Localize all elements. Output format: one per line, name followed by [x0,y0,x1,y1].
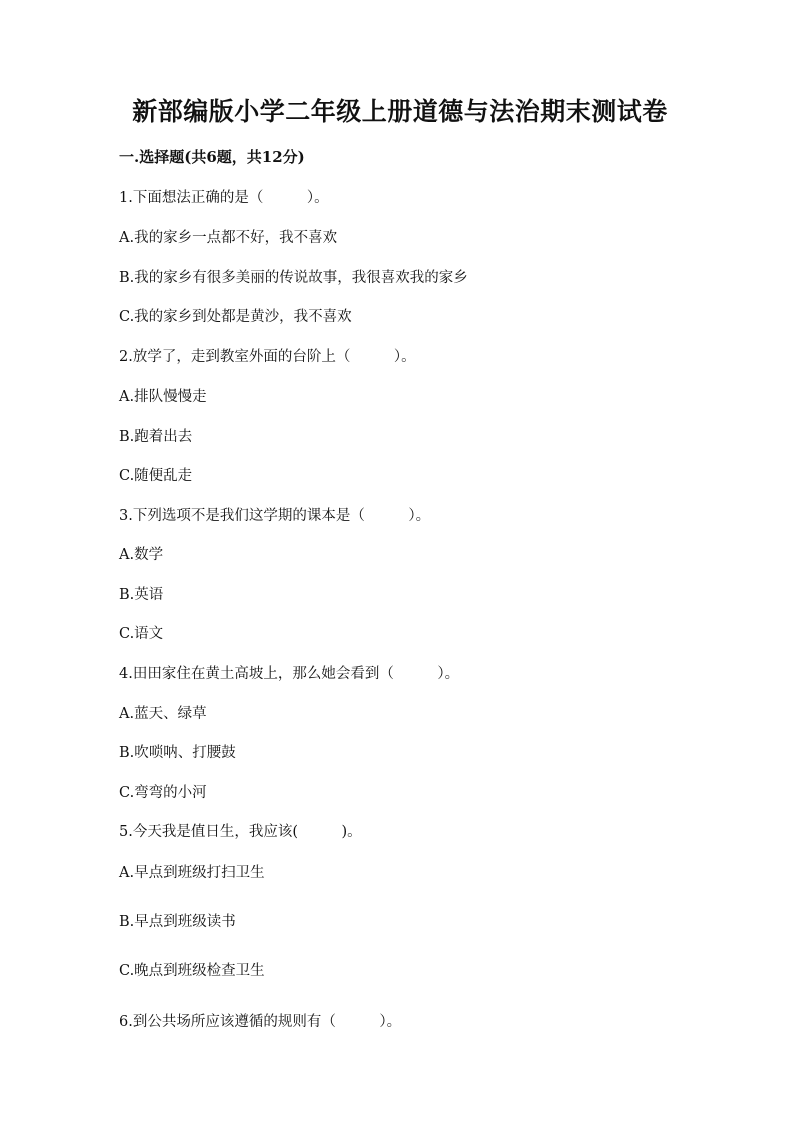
answer-option: A.早点到班级打扫卫生 [119,865,265,881]
question-stem: 4.田田家住在黄土高坡上，那么她会看到（ ）。 [119,666,460,682]
answer-option: A.我的家乡一点都不好，我不喜欢 [119,230,338,246]
answer-option: A.数学 [119,547,164,563]
answer-option: B.吹唢呐、打腰鼓 [119,745,236,761]
answer-option: C.弯弯的小河 [119,785,207,801]
question-stem: 2.放学了，走到教室外面的台阶上（ ）。 [119,349,416,365]
section-heading: 一.选择题(共6题，共12分) [119,148,305,166]
question-stem: 5.今天我是值日生，我应该( )。 [119,824,362,840]
question-stem: 6.到公共场所应该遵循的规则有（ ）。 [119,1014,402,1030]
answer-option: C.晚点到班级检查卫生 [119,963,265,979]
answer-option: A.排队慢慢走 [119,389,207,405]
answer-option: C.语文 [119,626,164,642]
answer-option: B.早点到班级读书 [119,914,236,930]
answer-option: B.我的家乡有很多美丽的传说故事，我很喜欢我的家乡 [119,270,468,286]
question-stem: 1.下面想法正确的是（ ）。 [119,190,329,206]
exam-title: 新部编版小学二年级上册道德与法治期末测试卷 [132,97,668,126]
answer-option: B.英语 [119,587,164,603]
answer-option: C.随便乱走 [119,468,193,484]
answer-option: C.我的家乡到处都是黄沙，我不喜欢 [119,309,352,325]
question-stem: 3.下列选项不是我们这学期的课本是（ ）。 [119,508,431,524]
answer-option: B.跑着出去 [119,429,193,445]
answer-option: A.蓝天、绿草 [119,706,207,722]
